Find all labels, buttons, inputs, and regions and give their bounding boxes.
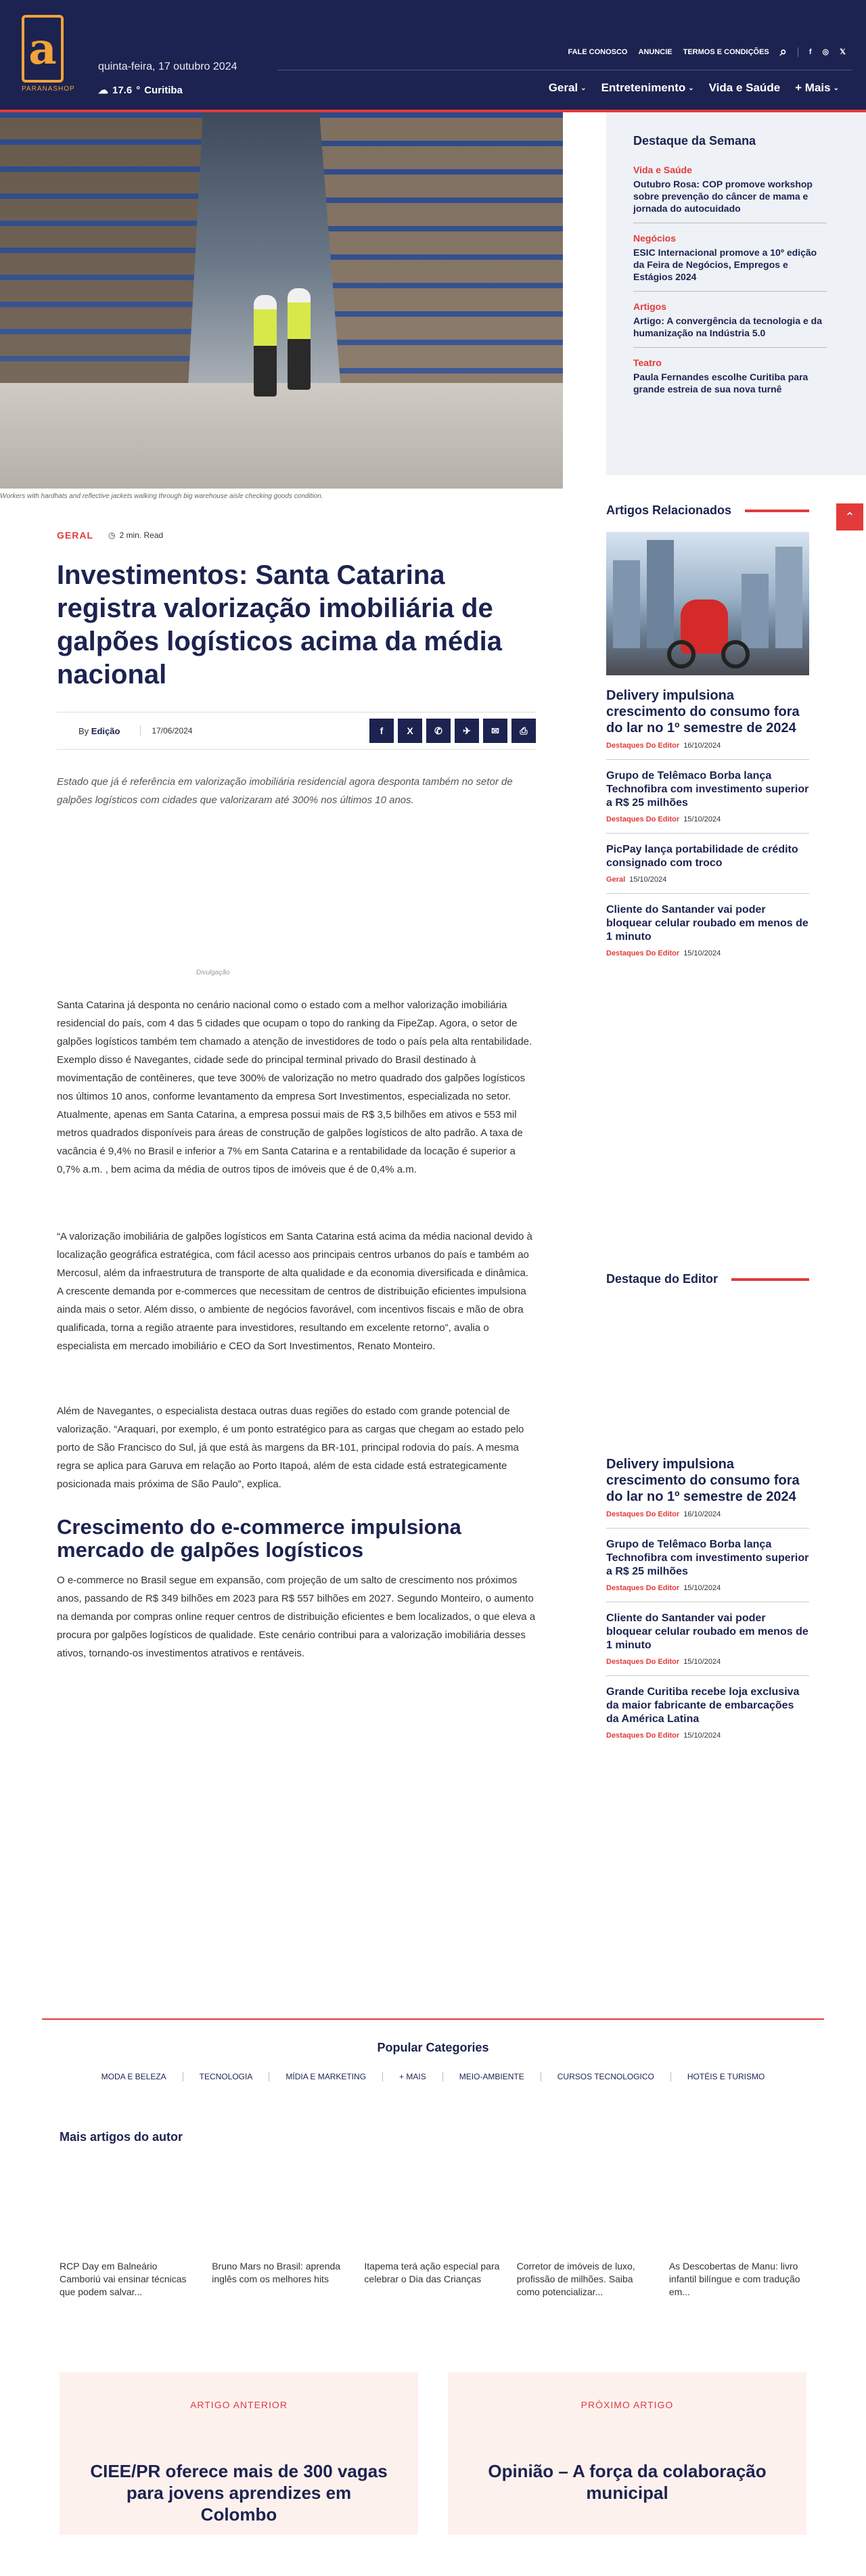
previous-article-label: ARTIGO ANTERIOR	[190, 2399, 288, 2410]
wheel-shape	[721, 640, 750, 669]
editor-item-date: 15/10/2024	[683, 1732, 721, 1740]
more-articles-title: Mais artigos do autor	[60, 2130, 183, 2144]
article-paragraph: Além de Navegantes, o especialista destaca outras duas regiões do estado com grande potencial de valorização. “Araquari, por exemplo, é um ponto estratégico para as cargas que chegam ao estado pelo porto de São Francisco do Sul, já que está às margens da BR-101, principal rodovia do país. A mesma regra se aplica para Garuva em relação ao Porto Itapoá, além de esta cidade está estrategicamente posicionada mais próxima de São Paulo”, explica.	[57, 1405, 524, 1490]
more-article-link[interactable]: RCP Day em Balneário Camboriú vai ensinar técnicas que podem salvar...	[60, 2261, 187, 2297]
worker-figure	[288, 288, 311, 390]
site-header	[0, 0, 866, 112]
week-item[interactable]	[633, 301, 827, 348]
author	[57, 726, 120, 736]
chevron-down-icon: ⌄	[688, 84, 694, 92]
next-article-label: PRÓXIMO ARTIGO	[580, 2399, 674, 2410]
related-list	[606, 687, 809, 976]
link-anuncie[interactable]: ANUNCIE	[638, 47, 673, 56]
title-accent-line	[745, 510, 809, 512]
popular-categories-title: Popular Categories	[377, 2041, 489, 2054]
related-item-category[interactable]: Geral	[606, 876, 626, 884]
nav-vida-saude-label: Vida e Saúde	[708, 81, 781, 94]
publish-date: 17/06/2024	[140, 726, 192, 736]
week-highlights	[606, 112, 866, 475]
scroll-top-button[interactable]: ⌃	[836, 503, 863, 530]
related-item-title[interactable]: Grupo de Telêmaco Borba lança Technofibra com investimento superior a R$ 25 milhões	[606, 770, 809, 809]
chevron-down-icon: ⌄	[580, 84, 587, 92]
nav-entretenimento-label: Entretenimento	[601, 81, 686, 94]
nav-vida-saude[interactable]	[709, 81, 781, 95]
article-lead: Estado que já é referência em valorização imobiliária residencial agora desponta também no setor de galpões logísticos com cidades que valorizaram até 300% nos últimos 10 anos.	[57, 776, 513, 806]
author-prefix: By	[78, 725, 89, 736]
site-logo[interactable]	[22, 15, 75, 95]
read-time	[108, 530, 163, 540]
article-subheading: Crescimento do e-commerce impulsiona mercado de galpões logísticos	[57, 1515, 461, 1562]
top-links	[568, 45, 846, 59]
category-tag[interactable]: GERAL	[57, 530, 93, 541]
related-item-title[interactable]: Cliente do Santander vai poder bloquear celular roubado em menos de 1 minuto	[606, 904, 808, 943]
editor-item-title[interactable]: Grupo de Telêmaco Borba lança Technofibra com investimento superior a R$ 25 milhões	[606, 1539, 809, 1577]
warehouse-floor	[0, 383, 563, 489]
current-date: quinta-feira, 17 outubro 2024	[98, 61, 237, 72]
related-item-category[interactable]: Destaques Do Editor	[606, 949, 680, 957]
related-item-category[interactable]: Destaques Do Editor	[606, 815, 680, 823]
related-item-date: 16/10/2024	[683, 742, 721, 750]
popular-categories	[0, 2072, 866, 2081]
more-articles-grid	[60, 2260, 806, 2299]
link-fale-conosco[interactable]: FALE CONOSCO	[568, 47, 628, 56]
related-item-category[interactable]: Destaques Do Editor	[606, 742, 680, 750]
editor-header	[606, 1272, 809, 1286]
nav-geral[interactable]	[549, 81, 587, 95]
building-shape	[613, 560, 640, 648]
next-article-card[interactable]	[448, 2372, 806, 2535]
weather-unit: °	[136, 84, 141, 96]
more-article-link[interactable]: As Descobertas de Manu: livro infantil bilíngue e com tradução em...	[668, 2261, 800, 2297]
cloud-icon: ☁	[98, 85, 108, 96]
hero-caption: Workers with hardhats and reflective jackets walking through big warehouse aisle checking goods condition.	[0, 493, 323, 500]
editor-item-title[interactable]: Cliente do Santander vai poder bloquear celular roubado em menos de 1 minuto	[606, 1612, 808, 1651]
related-item[interactable]	[606, 843, 809, 894]
week-item[interactable]	[633, 357, 827, 403]
article-meta-top	[57, 530, 536, 541]
more-article-link[interactable]: Corretor de imóveis de luxo, profissão de milhões. Saiba como potencializar...	[516, 2261, 635, 2297]
clock-icon: ◷	[108, 530, 116, 540]
instagram-icon[interactable]: ◎	[822, 48, 829, 56]
weather-widget	[98, 84, 183, 96]
week-item[interactable]	[633, 164, 827, 223]
editor-item-category[interactable]: Destaques Do Editor	[606, 1584, 680, 1592]
worker-figure	[254, 295, 277, 397]
related-item-title[interactable]: PicPay lança portabilidade de crédito consignado com troco	[606, 844, 798, 869]
category-link[interactable]: + MAIS	[383, 2072, 443, 2081]
building-shape	[775, 547, 802, 648]
week-item-category[interactable]: Artigos	[633, 301, 666, 312]
category-link[interactable]: MEIO-AMBIENTE	[443, 2072, 541, 2081]
share-email-button[interactable]: ✉	[483, 719, 507, 743]
related-item[interactable]	[606, 903, 809, 967]
article-title: Investimentos: Santa Catarina registra valorização imobiliária de galpões logísticos acima da média nacional	[57, 560, 503, 690]
category-link[interactable]: TECNOLOGIA	[183, 2072, 270, 2081]
related-item-date: 15/10/2024	[683, 949, 721, 957]
nav-mais[interactable]	[795, 81, 839, 95]
share-x-button[interactable]: X	[398, 719, 422, 743]
week-item-title[interactable]: ESIC Internacional promove a 10º edição da Feira de Negócios, Empregos e Estágios 2024	[633, 247, 817, 282]
weather-temp: 17.6	[112, 84, 133, 96]
editor-item-date: 15/10/2024	[683, 1584, 721, 1592]
facebook-icon[interactable]: f	[808, 47, 812, 56]
editor-item-title[interactable]: Delivery impulsiona crescimento do consumo fora do lar no 1º semestre de 2024	[606, 1457, 800, 1504]
editor-item[interactable]	[606, 1686, 809, 1749]
share-whatsapp-button[interactable]: ✆	[426, 719, 451, 743]
building-shape	[742, 574, 769, 648]
share-facebook-button[interactable]: f	[369, 719, 394, 743]
week-item-title[interactable]: Outubro Rosa: COP promove workshop sobre prevenção do câncer de mama e jornada do autocuidado	[633, 179, 813, 214]
hero-image	[0, 112, 563, 489]
weather-city: Curitiba	[144, 84, 183, 96]
related-item[interactable]	[606, 687, 809, 760]
ad-label: Divulgação	[196, 969, 230, 976]
link-termos[interactable]: TERMOS E CONDIÇÕES	[683, 47, 769, 56]
author-name[interactable]: Edição	[91, 725, 120, 736]
previous-article-title[interactable]: CIEE/PR oferece mais de 300 vagas para jovens aprendizes em Colombo	[90, 2461, 388, 2525]
article-byline	[57, 712, 536, 750]
week-item-category[interactable]: Teatro	[633, 357, 662, 368]
related-title: Artigos Relacionados	[606, 503, 732, 517]
editor-item-title[interactable]: Grande Curitiba recebe loja exclusiva da maior fabricante de embarcações da América Latina	[606, 1686, 800, 1725]
week-item-category[interactable]: Vida e Saúde	[633, 164, 692, 175]
related-image[interactable]	[606, 532, 809, 675]
title-accent-line	[731, 1278, 809, 1281]
share-telegram-button[interactable]: ✈	[455, 719, 479, 743]
article-paragraph: Santa Catarina já desponta no cenário nacional como o estado com a melhor valorização imobiliária residencial do país, com 4 das 5 cidades que ocupam o topo do ranking da FipeZap. Agora, o setor de galpões logísticos também tem chamado a atenção de investidores de todo o país pela alta rentabilidade. Exemplo disso é Navegantes, cidade sede do principal terminal privado do Brasil destinado à movimentação de contêineres, que teve 300% de valorização no metro quadrado dos galpões logísticos nos últimos 10 anos, conforme levantamento da empresa Sort Investimentos, especializada no setor. Atualmente, apenas em Santa Catarina, a empresa possui mais de R$ 3,5 bilhões em ativos e 553 mil metros quadrados disponíveis para áreas de construção de galpões logísticos de alto padrão. A taxa de vacância é 9,4% no Brasil e inferior a 7% em Santa Catarina e a rentabilidade da locação é superior a 0,7% a.m. , bem acima da média de outros tipos de imóveis que é de 0,4% a.m.	[57, 999, 532, 1175]
related-item-date: 15/10/2024	[683, 815, 721, 823]
category-link[interactable]: CURSOS TECNOLOGICO	[541, 2072, 671, 2081]
previous-article-card[interactable]	[60, 2372, 418, 2535]
logo-subtext: PARANASHOP	[22, 85, 75, 93]
read-time-label: 2 min. Read	[119, 530, 164, 540]
next-article-title[interactable]: Opinião – A força da colaboração municipal	[488, 2461, 767, 2503]
search-icon[interactable]: ⌕	[779, 45, 787, 58]
nav-mais-label: + Mais	[795, 81, 831, 94]
article-paragraph: “A valorização imobiliária de galpões logísticos em Santa Catarina está acima da média nacional devido à localização geográfica estratégica, com fácil acesso aos principais centros urbanos do país e também ao Mercosul, além da infraestrutura de transporte de alta qualidade e da economia diversificada e dinâmica. A crescente demanda por e-commerces que necessitam de centros de distribuição eficientes impulsiona ainda mais o setor. Além disso, o ambiente de negócios favorável, com incentivos fiscais e mão de obra qualificada, torna a região atraente para investidores, resultando em excelente retorno”, avalia o especialista em mercado imobiliário e CEO da Sort Investimentos, Renato Monteiro.	[57, 1231, 532, 1352]
more-article-link[interactable]: Bruno Mars no Brasil: aprenda inglês com os melhores hits	[212, 2261, 341, 2284]
related-header	[606, 503, 809, 518]
building-shape	[647, 540, 674, 648]
editor-item[interactable]	[606, 1456, 809, 1529]
category-link[interactable]: HOTÉIS E TURISMO	[687, 2072, 765, 2081]
editor-item-category[interactable]: Destaques Do Editor	[606, 1658, 680, 1666]
week-title: Destaque da Semana	[633, 134, 756, 148]
nav-entretenimento[interactable]	[601, 81, 694, 95]
article-paragraph: O e-commerce no Brasil segue em expansão, com projeção de um salto de crescimento nos próximos anos, passando de R$ 349 bilhões em 2023 para R$ 557 bilhões em 2027. Segundo Monteiro, o aumento na demanda por compras online requer centros de distribuição eficientes e bem localizados, o que eleva a procura por galpões logísticos de qualidade. Este cenário contribui para a valorização imobiliária desses ativos, tornando-os investimentos atrativos e rentáveis.	[57, 1575, 536, 1659]
editor-title: Destaque do Editor	[606, 1272, 719, 1286]
week-item-category[interactable]: Negócios	[633, 233, 677, 244]
print-button[interactable]: ⎙	[511, 719, 536, 743]
week-item-title[interactable]: Paula Fernandes escolhe Curitiba para grande estreia de sua nova turnê	[633, 371, 808, 394]
footer-divider	[42, 2018, 824, 2020]
chevron-down-icon: ⌄	[833, 84, 839, 92]
editor-item-category[interactable]: Destaques Do Editor	[606, 1732, 680, 1740]
related-item[interactable]	[606, 769, 809, 834]
x-twitter-icon[interactable]: 𝕏	[840, 48, 846, 56]
category-link[interactable]: MODA E BELEZA	[85, 2072, 183, 2081]
wheel-shape	[667, 640, 696, 669]
logo-mark: a	[22, 15, 64, 83]
related-item-title[interactable]: Delivery impulsiona crescimento do consumo fora do lar no 1º semestre de 2024	[606, 688, 800, 736]
editor-list	[606, 1456, 809, 1759]
editor-item-date: 16/10/2024	[683, 1510, 721, 1518]
nav-geral-label: Geral	[548, 81, 578, 94]
week-item-title[interactable]: Artigo: A convergência da tecnologia e da humanização na Indústria 5.0	[633, 315, 823, 338]
editor-item[interactable]	[606, 1538, 809, 1602]
editor-item-category[interactable]: Destaques Do Editor	[606, 1510, 680, 1518]
category-link[interactable]: MÍDIA E MARKETING	[269, 2072, 383, 2081]
share-buttons	[369, 719, 536, 743]
related-item-date: 15/10/2024	[629, 876, 667, 884]
week-item[interactable]	[633, 233, 827, 292]
more-article-link[interactable]: Itapema terá ação especial para celebrar o Dia das Crianças	[364, 2261, 500, 2284]
main-nav	[549, 81, 839, 95]
editor-item-date: 15/10/2024	[683, 1658, 721, 1666]
editor-item[interactable]	[606, 1612, 809, 1676]
